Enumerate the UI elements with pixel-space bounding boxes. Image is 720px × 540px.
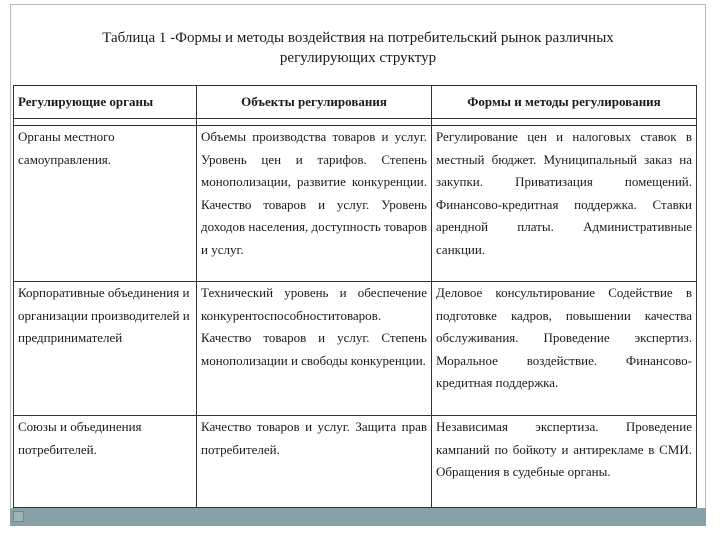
- slide-footer-bar: [10, 508, 706, 526]
- objects-cell: Объемы производства товаров и услуг. Уровень цен и тарифов. Степень монополизации, развитие конкуренции. Качество товаров и услуг. Уровень доходов населения, доступность товаров и услуг.: [197, 126, 432, 282]
- organ-cell: Союзы и объединения потребителей.: [14, 416, 197, 508]
- caption-line-2: регулирующих структур: [279, 50, 437, 66]
- objects-cell: Технический уровень и обеспечение конкурентоспособноститоваров. Качество товаров и услуг. Степень монополизации и свободы конкуренции.: [197, 282, 432, 416]
- methods-cell: Независимая экспертиза. Проведение кампаний по бойкоту и антирекламе в СМИ. Обращения в судебные органы.: [432, 416, 697, 508]
- gap-cell: [14, 119, 197, 126]
- table-gap-row: [14, 119, 697, 126]
- header-forms-methods: Формы и методы регулирования: [432, 86, 697, 119]
- methods-cell: Деловое консультирование Содействие в подготовке кадров, повышении качества обслуживания. Проведение экспертиз. Моральное воздействие. Финансово-кредитная поддержка.: [432, 282, 697, 416]
- objects-cell: Качество товаров и услуг. Защита прав потребителей.: [197, 416, 432, 508]
- table-row: [14, 126, 697, 282]
- regulation-table: [13, 85, 697, 508]
- caption-line-1: Таблица 1 -Формы и методы воздействия на потребительский рынок различных: [102, 30, 614, 46]
- header-regulation-objects: Объекты регулирования: [197, 86, 432, 119]
- gap-cell: [197, 119, 432, 126]
- footer-square-icon: [13, 511, 24, 522]
- methods-cell: Регулирование цен и налоговых ставок в местный бюджет. Муниципальный заказ на закупки. Приватизация помещений. Финансово-кредитная поддержка. Ставки арендной платы. Административные санкции.: [432, 126, 697, 282]
- organ-cell: Органы местного самоуправления.: [14, 126, 197, 282]
- organ-cell: Корпоративные объединения и организации производителей и предпринимателей: [14, 282, 197, 416]
- table-row: [14, 416, 697, 508]
- table-caption: [10, 28, 706, 68]
- table-row: [14, 282, 697, 416]
- table-header-row: [14, 86, 697, 119]
- gap-cell: [432, 119, 697, 126]
- header-regulating-bodies: Регулирующие органы: [14, 86, 197, 119]
